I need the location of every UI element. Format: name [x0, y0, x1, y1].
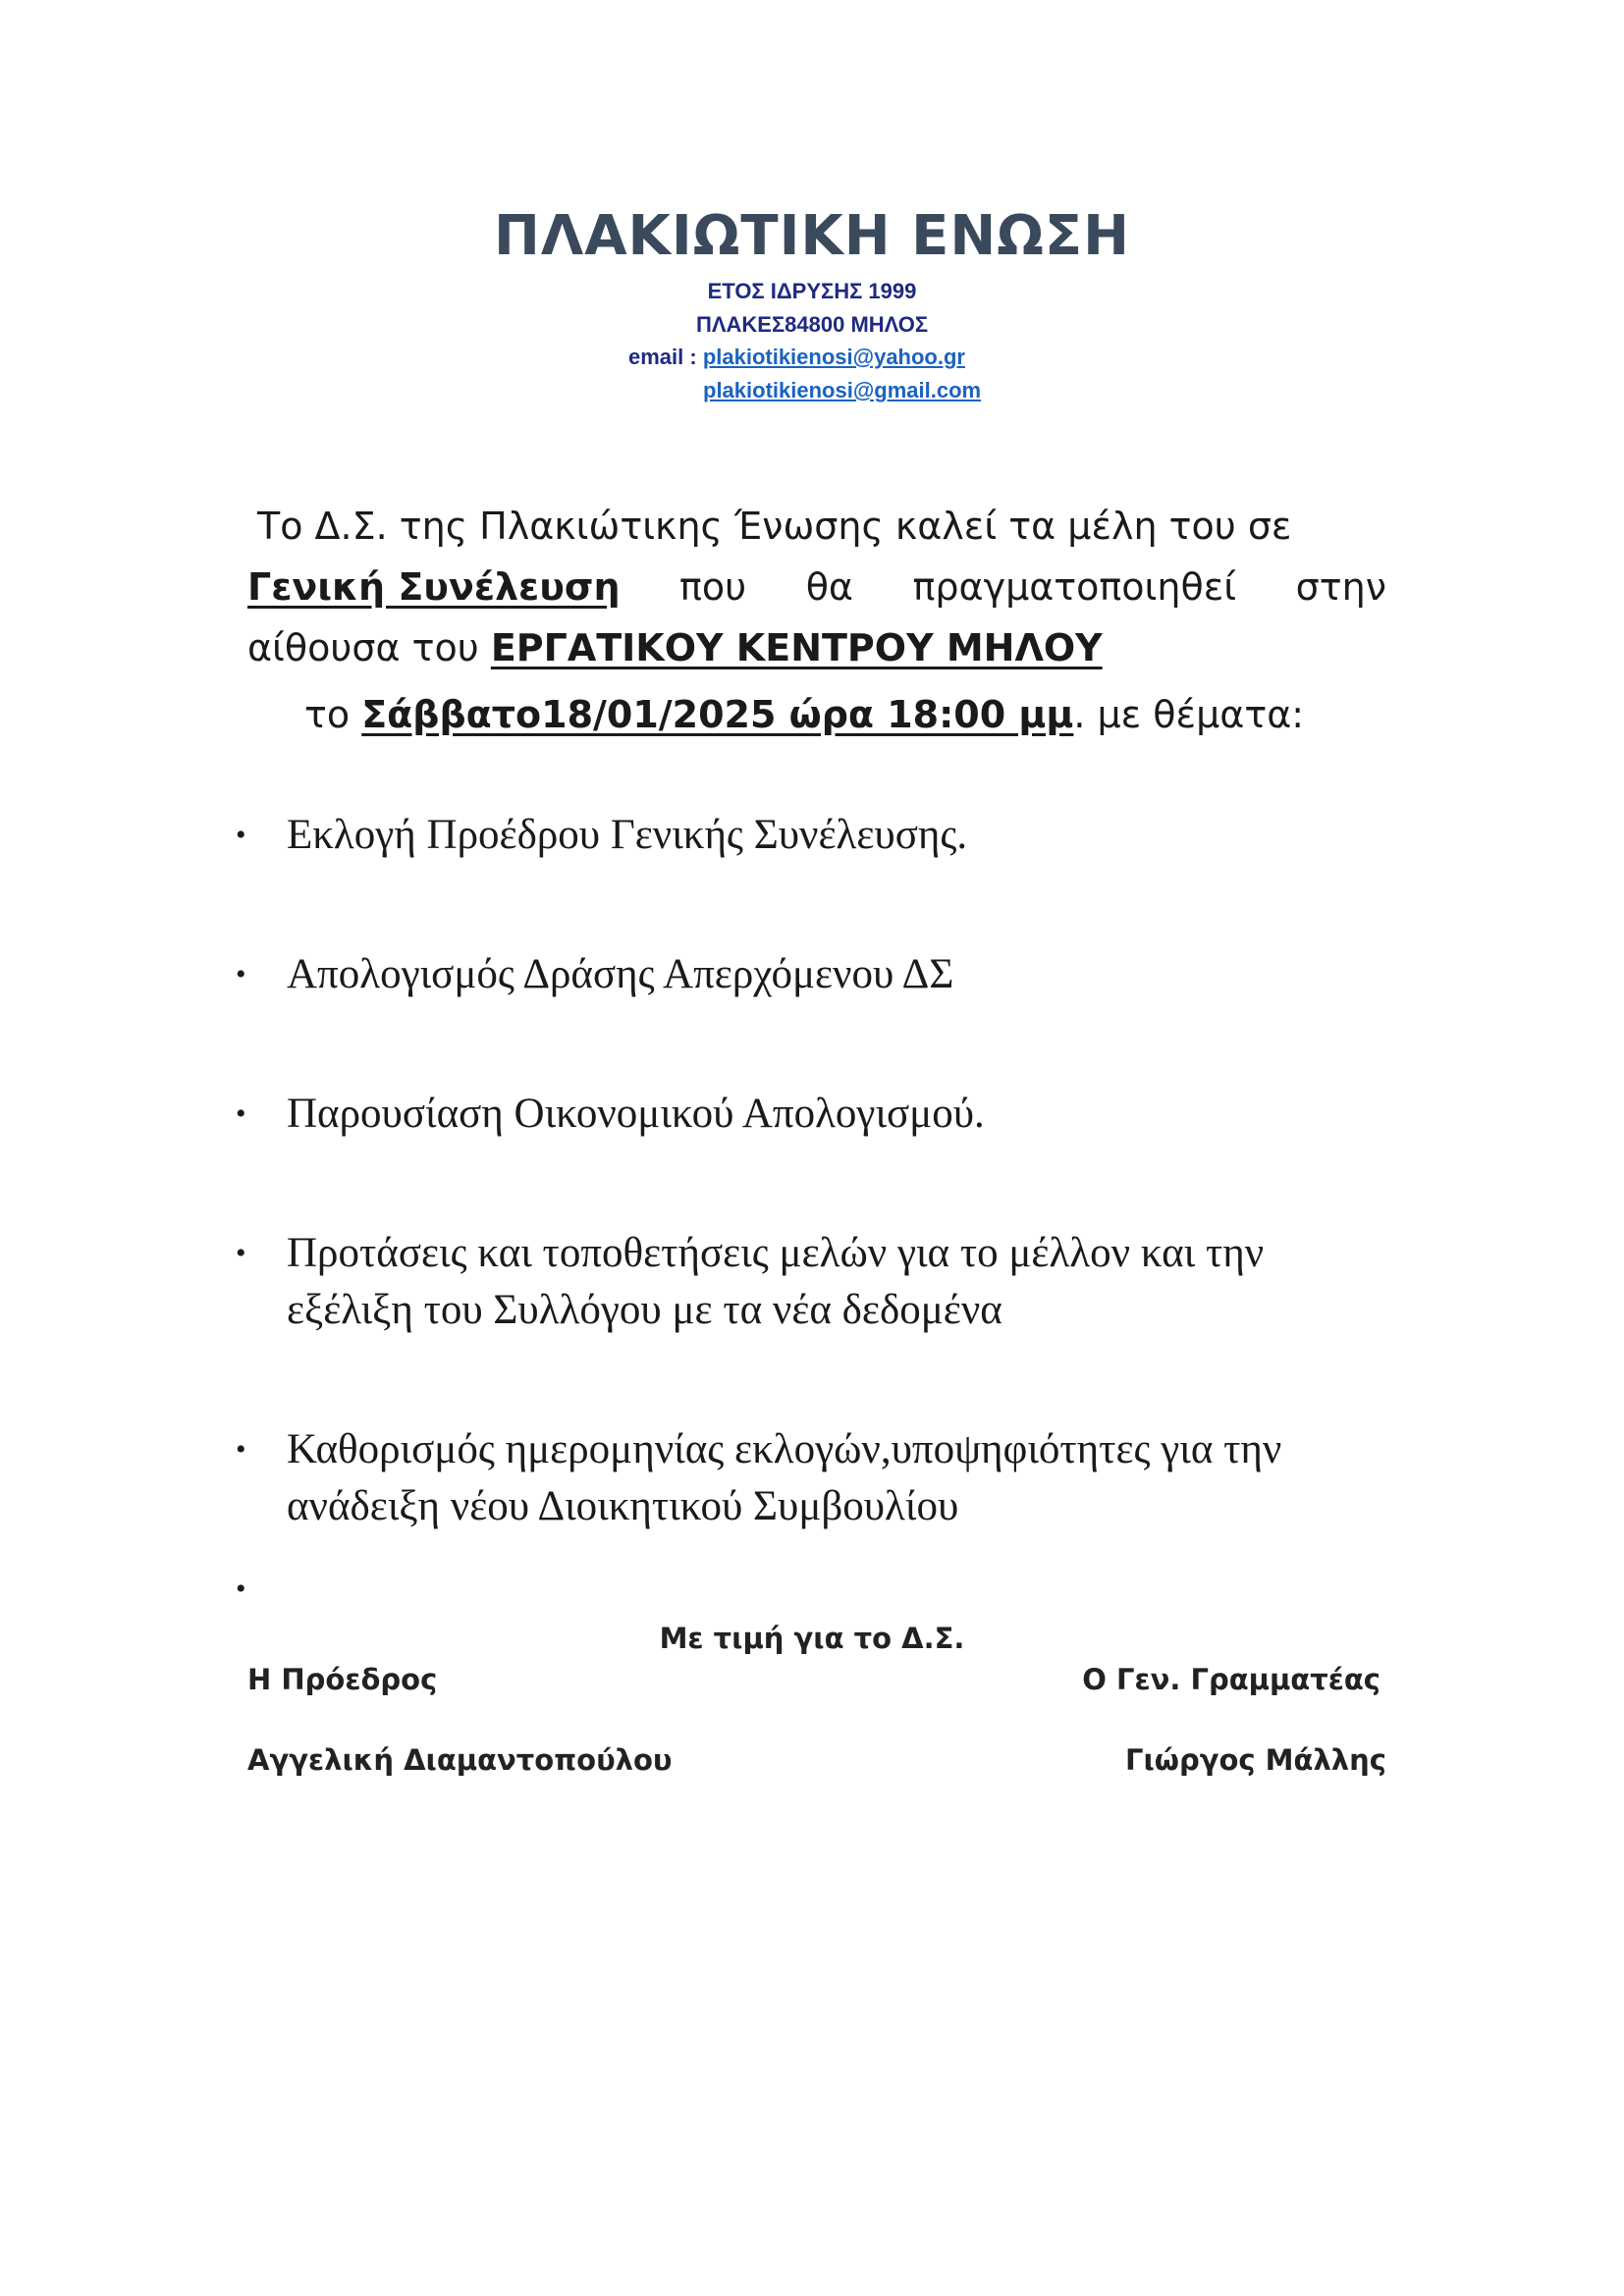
president-name: Αγγελική Διαμαντοπούλου — [247, 1743, 673, 1777]
intro-line-1: Το Δ.Σ. της Πλακιώτικης Ένωσης καλεί τα μέλη του σε — [257, 505, 1292, 548]
agenda-item-text: Παρουσίαση Οικονομικού Απολογισμού. — [287, 1091, 985, 1137]
venue-name: ΕΡΓΑΤΙΚΟΥ ΚΕΝΤΡΟΥ ΜΗΛΟΥ — [490, 626, 1103, 669]
bullet-icon: • — [236, 1097, 246, 1130]
general-assembly-label: Γενική Συνέλευση — [247, 565, 621, 609]
venue-prefix: αίθουσα του — [247, 626, 491, 669]
closing-regards: Με τιμή για το Δ.Σ. — [659, 1622, 965, 1655]
bullet-icon: • — [236, 1433, 246, 1466]
secretary-name: Γιώργος Μάλλης — [1124, 1743, 1386, 1777]
intro-word-2: θα — [805, 565, 853, 609]
email-line — [628, 345, 965, 370]
date-prefix: το — [304, 693, 362, 736]
email-link-gmail[interactable]: plakiotikienosi@gmail.com — [703, 378, 982, 402]
meeting-date-time: Σάββατο18/01/2025 ώρα 18:00 μμ — [361, 693, 1074, 736]
secretary-role: Ο Γεν. Γραμματέας — [1082, 1663, 1380, 1696]
intro-word-3: πραγματοποιηθεί — [912, 565, 1237, 609]
intro-word-1: που — [679, 565, 747, 609]
bullet-icon: • — [236, 1237, 246, 1269]
intro-word-4: στην — [1295, 565, 1386, 609]
postal-address: ΠΛΑΚΕΣ84800 ΜΗΛΟΣ — [695, 312, 929, 337]
president-role: Η Πρόεδρος — [247, 1663, 438, 1696]
bullet-icon: • — [236, 958, 246, 990]
agenda-item-text: Προτάσεις και τοποθετήσεις μελών για το μέλλον και την εξέλιξη του Συλλόγου με τα νέα δεδομένα — [287, 1230, 1265, 1333]
agenda-item-text: Εκλογή Προέδρου Γενικής Συνέλευσης. — [287, 812, 968, 858]
email-label: email : — [628, 345, 703, 369]
intro-line-4 — [304, 693, 1443, 736]
email-link-yahoo[interactable]: plakiotikienosi@yahoo.gr — [702, 345, 965, 369]
bullet-icon: • — [236, 819, 246, 851]
intro-line-2 — [247, 565, 1386, 609]
date-suffix: . με θέματα: — [1073, 693, 1305, 736]
agenda-item-text: Απολογισμός Δράσης Απερχόμενου ΔΣ — [287, 951, 954, 997]
intro-line-3 — [247, 626, 1386, 669]
bullet-icon: • — [236, 1573, 246, 1605]
agenda-item-text: Καθορισμός ημερομηνίας εκλογών,υποψηφιότητες για την ανάδειξη νέου Διοικητικού Συμβουλίου — [287, 1426, 1282, 1529]
founded-year: ΕΤΟΣ ΙΔΡΥΣΗΣ 1999 — [707, 279, 917, 303]
organization-title: ΠΛΑΚΙΩΤΙΚΗ ΕΝΩΣΗ — [493, 204, 1131, 268]
